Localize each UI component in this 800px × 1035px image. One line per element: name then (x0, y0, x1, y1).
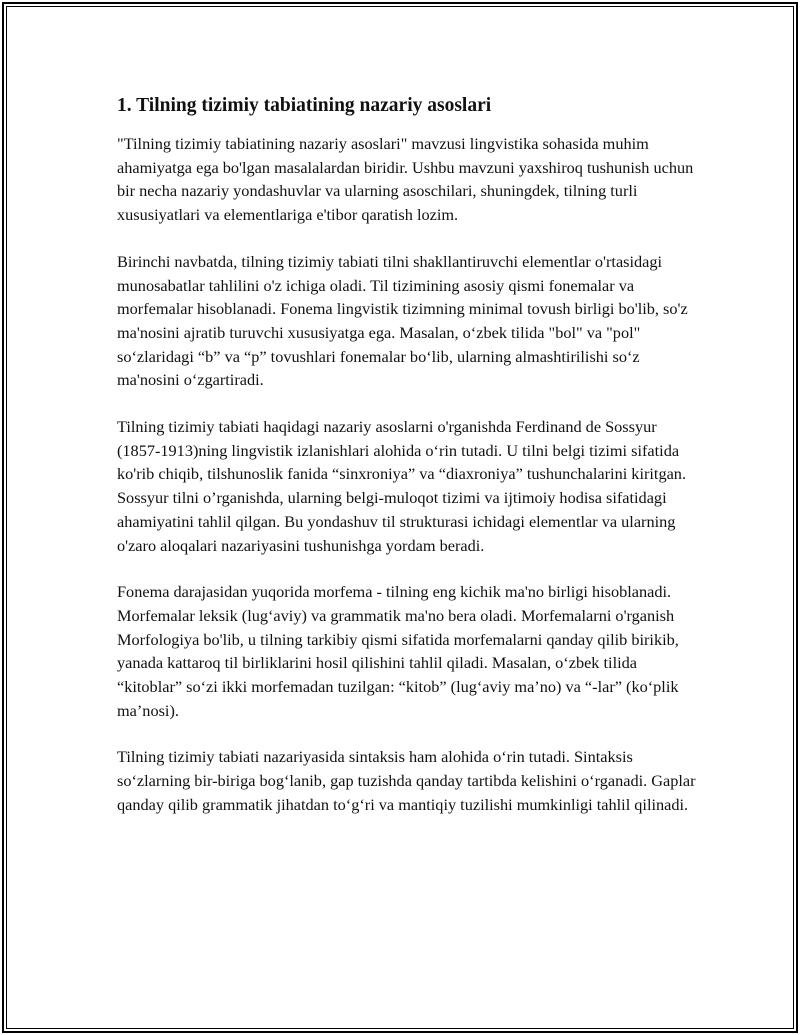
paragraph-5: Tilning tizimiy tabiati nazariyasida sintaksis ham alohida o‘rin tutadi. Sintaksis so‘zlarning bir-biriga bog‘lanib, gap tuzishda qanday tartibda kelishini o‘rganadi. Gaplar qanday qilib grammatik jihatdan to‘g‘ri va mantiqiy tuzilishi mumkinligi tahlil qilinadi. (117, 747, 696, 814)
document-body (117, 93, 697, 840)
paragraph-3: Tilning tizimiy tabiati haqidagi nazariy asoslarni o'rganishda Ferdinand de Sossyur (1857-1913)ning lingvistik izlanishlari alohida o‘rin tutadi. U tilni belgi tizimi sifatida ko'rib chiqib, tilshunoslik fanida “sinxroniya” va “diaxroniya” tushunchalarini kiritgan. Sossyur tilni o’rganishda, ularning belgi-muloqot tizimi va ijtimoiy hodisa sifatidagi ahamiyatini tahlil qilgan. Bu yondashuv til strukturasi ichidagi elementlar va ularning o'zaro aloqalari nazariyasini tushunishga yordam beradi. (117, 417, 687, 555)
paragraph-4: Fonema darajasidan yuqorida morfema - tilning eng kichik ma'no birligi hisoblanadi. Morfemalar leksik (lug‘aviy) va grammatik ma'no bera oladi. Morfemalarni o'rganish Morfologiya bo'lib, u tilning tarkibiy qismi sifatida morfemalarni qanday qilib birikib, yanada kattaroq til birliklarini hosil qilishini tahlil qiladi. Masalan, o‘zbek tilida “kitoblar” so‘zi ikki morfemadan tuzilgan: “kitob” (lug‘aviy ma’no) va “-lar” (ko‘plik ma’nosi). (117, 582, 679, 720)
paragraph-2: Birinchi navbatda, tilning tizimiy tabiati tilni shakllantiruvchi elementlar o'rtasidagi munosabatlar tahlilini o'z ichiga oladi. Til tizimining asosiy qismi fonemalar va morfemalar hisoblanadi. Fonema lingvistik tizimning minimal tovush birligi bo'lib, so'z ma'nosini ajratib turuvchi xususiyatga ega. Masalan, o‘zbek tilida "bol" va "pol" so‘zlaridagi “b” va “p” tovushlari fonemalar bo‘lib, ularning almashtirilishi so‘z ma'nosini o‘zgartiradi. (117, 251, 688, 390)
section-heading: 1. Tilning tizimiy tabiatining nazariy asoslari (117, 95, 492, 116)
paragraph-1: "Tilning tizimiy tabiatining nazariy asoslari" mavzusi lingvistika sohasida muhim ahamiyatga ega bo'lgan masalalardan biridir. Ushbu mavzuni yaxshiroq tushunish uchun bir necha nazariy yondashuvlar va ularning asoschilari, shuningdek, tilning turli xususiyatlari va elementlariga e'tibor qaratish lozim. (117, 134, 694, 225)
